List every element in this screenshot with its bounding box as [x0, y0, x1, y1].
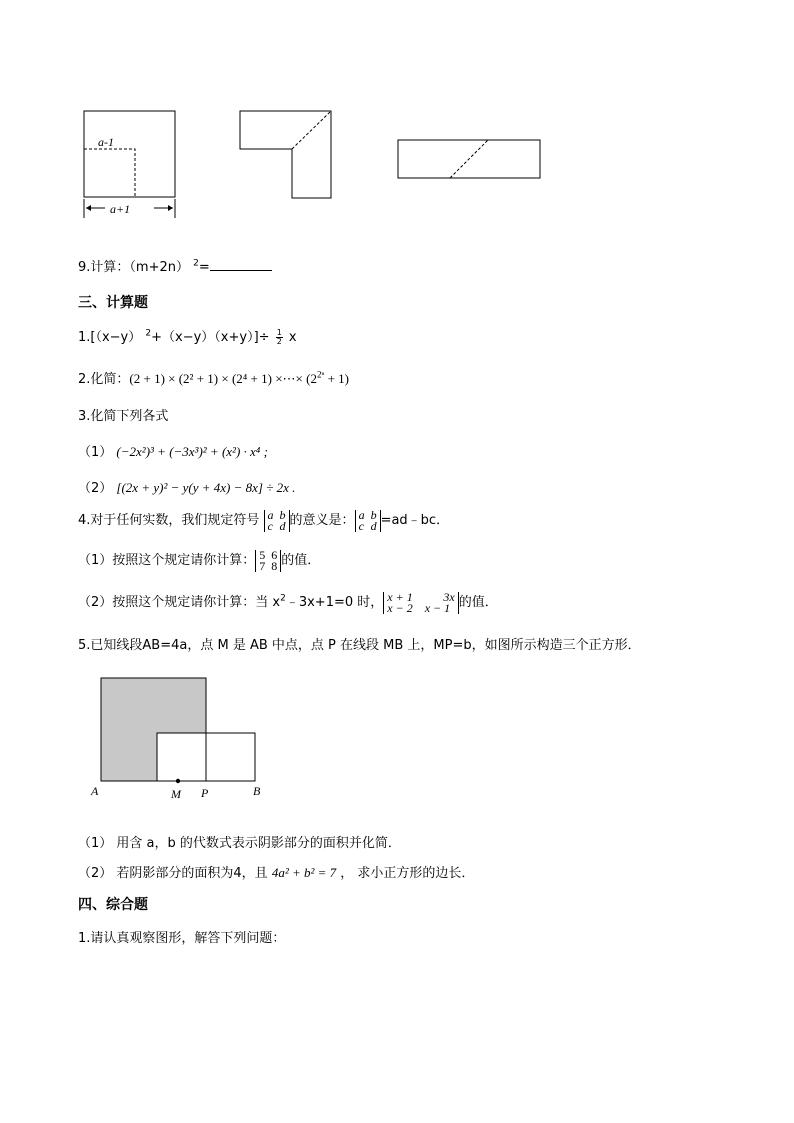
- small-square-1: [157, 733, 206, 781]
- calc1-exp: 2: [145, 328, 152, 339]
- calc5-q2-expr: 4a² + b² = 7: [271, 865, 337, 880]
- q9-exp: 2: [193, 258, 199, 269]
- figure-squares: [70, 100, 560, 225]
- comp-1-text: 1.请认真观察图形，解答下列问题：: [78, 931, 286, 946]
- calc-5-text: 5.已知线段AB=4a，点 M 是 AB 中点，点 P 在线段 MB 上，MP=b，如图所示构造三个正方形．: [78, 638, 641, 653]
- calc-2: [78, 368, 349, 387]
- calc-1: [78, 326, 297, 346]
- calc-3-title: 3.化简下列各式: [78, 409, 169, 424]
- answer-blank[interactable]: [210, 258, 272, 271]
- label-p: P: [201, 786, 209, 800]
- calc2-sup: 2ⁿ: [316, 369, 325, 380]
- calc3-item1-expr: (−2x²)³ + (−3x³)² + (x²) · x⁴ ;: [116, 444, 268, 459]
- det-symbol: a b c d: [264, 510, 290, 532]
- det-numeric: 5 6 7 8: [255, 550, 281, 572]
- calc1-prefix: 1.[（x−y）: [78, 330, 146, 345]
- dashed-inner: [84, 149, 135, 197]
- calc-4: 4.对于任何实数，我们规定符号 a b c d 的意义是： a b c d =ad﹣bc．: [78, 507, 450, 533]
- calc2-expr: (2 + 1) × (2² + 1) × (2⁴ + 1) ×⋯× (2: [129, 371, 317, 386]
- figure-three-squares: [85, 670, 275, 810]
- calc1-mid: +（x−y）（x+y）]÷: [151, 330, 274, 345]
- calc3-item2-expr: [(2x + y)² − y(y + 4x) − 8x] ÷ 2x .: [116, 480, 296, 495]
- label-a-plus-1: a+1: [110, 202, 131, 216]
- label-a-minus-1: a-1: [98, 135, 114, 149]
- calc-3-item-2: （2） [(2x + y)² − y(y + 4x) − 8x] ÷ 2x .: [78, 480, 296, 496]
- calc-4-sub-2: （2）按照这个规定请你计算：当 $x^2﹣3x+1=0$ 时， x + 1 3x x − 2 x − 1 的值．: [78, 589, 498, 615]
- calc-3-item-1: （1） (−2x²)³ + (−3x³)² + (x²) · x⁴ ;: [78, 444, 268, 460]
- point-m: [176, 779, 180, 783]
- label-m: M: [171, 787, 181, 801]
- q9-eq: =: [198, 260, 210, 275]
- q9-text: 9.计算：（m+2n）: [78, 260, 194, 275]
- calc1-fraction: $\frac{1}{2}$: [276, 328, 282, 346]
- det-symbol-2: a b c d: [355, 510, 381, 532]
- rect-dashed-cut: [450, 140, 488, 178]
- section-3-title: 三、计算题: [78, 295, 148, 311]
- det-expression: x + 1 3x x − 2 x − 1: [383, 592, 458, 614]
- calc2-prefix: 2.化简：: [78, 372, 130, 387]
- calc-5-q2: （2） 若阴影部分的面积为4，且 4a² + b² = 7 ， 求小正方形的边长．: [78, 865, 475, 881]
- small-square-2: [206, 733, 255, 781]
- section-4-title: 四、综合题: [78, 897, 148, 913]
- calc1-suffix: x: [284, 330, 297, 345]
- calc-5-q1: （1） 用含 a，b 的代数式表示阴影部分的面积并化简．: [78, 836, 401, 851]
- label-b: B: [253, 784, 261, 798]
- big-square: [84, 111, 175, 197]
- question-9: [78, 256, 272, 275]
- calc2-tail: + 1): [324, 371, 349, 386]
- l-dashed-cut: [292, 111, 331, 149]
- label-a: A: [91, 784, 99, 798]
- calc-4-sub-1: （1）按照这个规定请你计算： 5 6 7 8 的值．: [78, 547, 321, 573]
